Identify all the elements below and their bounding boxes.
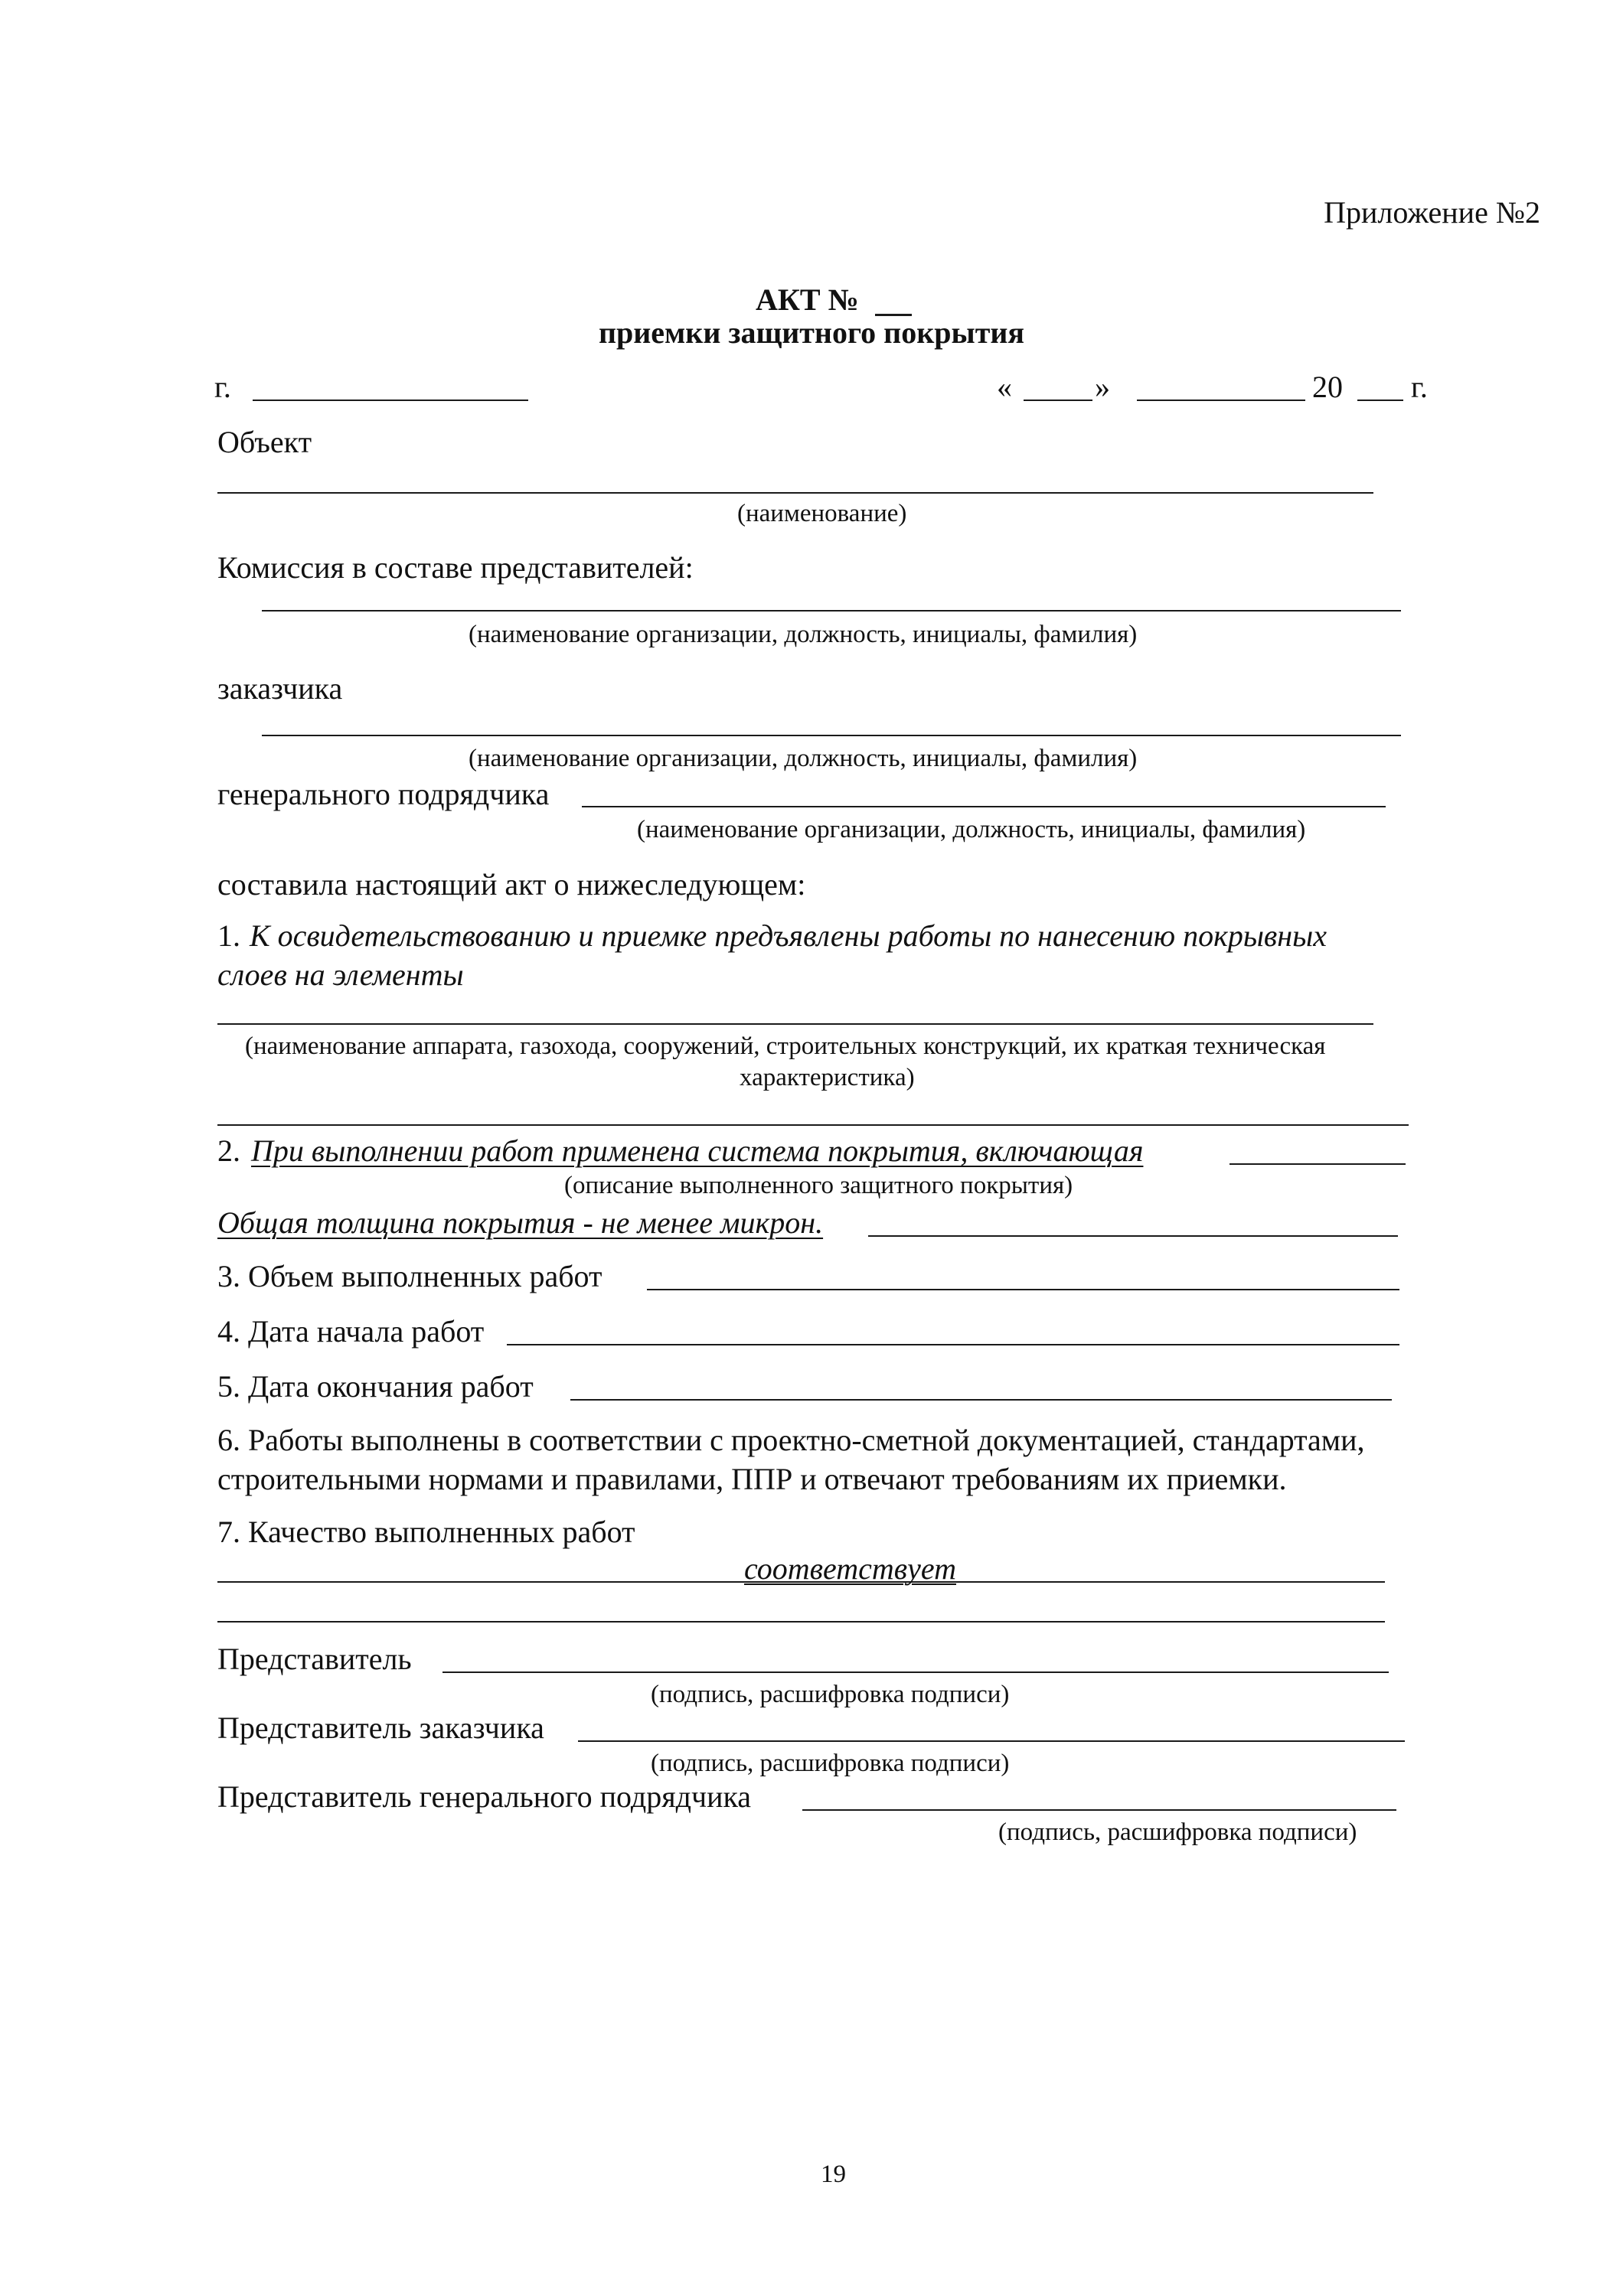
commission-label: Комиссия в составе представителей: — [217, 550, 694, 585]
contractor-field[interactable] — [582, 806, 1386, 807]
quality-extra-field[interactable] — [217, 1621, 1385, 1623]
item-1-number: 1. — [217, 918, 240, 953]
item-1-caption-line2: характеристика) — [740, 1064, 915, 1091]
city-field[interactable] — [253, 400, 528, 401]
rep-caption: (подпись, расшифровка подписи) — [651, 1681, 1010, 1708]
object-label: Объект — [217, 425, 312, 459]
commission-caption-3: (наименование организации, должность, инициалы, фамилия) — [637, 816, 1306, 843]
work-volume-field[interactable] — [647, 1289, 1399, 1290]
contractor-rep-caption: (подпись, расшифровка подписи) — [998, 1818, 1357, 1846]
item-6-line1: 6. Работы выполнены в соответствии с проектно-сметной документацией, стандартами, — [217, 1423, 1365, 1457]
rep-signature-field[interactable] — [442, 1671, 1389, 1673]
item-2-thickness-field[interactable] — [868, 1235, 1398, 1237]
contractor-rep-signature-field[interactable] — [802, 1809, 1396, 1811]
item-5-label: 5. Дата окончания работ — [217, 1369, 534, 1404]
end-date-field[interactable] — [570, 1399, 1392, 1401]
item-6-line2: строительными нормами и правилами, ППР и отвечают требованиям их приемки. — [217, 1462, 1287, 1496]
item-1-extra-field[interactable] — [217, 1124, 1409, 1126]
object-name-field[interactable] — [217, 492, 1373, 494]
quality-value: соответствует — [744, 1551, 956, 1586]
appendix-label: Приложение №2 — [1324, 195, 1540, 230]
act-title: АКТ № — [756, 282, 859, 317]
date-open-quote: « — [997, 370, 1012, 404]
item-3-label: 3. Объем выполненных работ — [217, 1259, 603, 1293]
day-field[interactable] — [1024, 400, 1092, 401]
commission-member-field[interactable] — [262, 610, 1401, 612]
item-1-text-line1: К освидетельствованию и приемке предъявлены работы по нанесению покрывных — [250, 918, 1327, 953]
customer-rep-signature-field[interactable] — [578, 1740, 1405, 1742]
item-1-text-line2: слоев на элементы — [217, 957, 464, 992]
date-close-quote: » — [1095, 370, 1110, 404]
contractor-rep-label: Представитель генерального подрядчика — [217, 1779, 752, 1814]
item-7-label: 7. Качество выполненных работ — [217, 1515, 635, 1549]
object-caption: (наименование) — [737, 500, 907, 527]
commission-caption-1: (наименование организации, должность, инициалы, фамилия) — [469, 621, 1138, 648]
contractor-label: генерального подрядчика — [217, 777, 550, 811]
year-suffix: г. — [1411, 370, 1428, 404]
item-1-elements-field[interactable] — [217, 1023, 1373, 1025]
customer-label: заказчика — [217, 671, 343, 706]
item-2-system-field[interactable] — [1229, 1163, 1406, 1165]
act-subtitle: приемки защитного покрытия — [598, 315, 1025, 350]
item-1-caption-line1: (наименование аппарата, газохода, сооружений, строительных конструкций, их краткая техническая — [245, 1032, 1326, 1060]
rep-label: Представитель — [217, 1642, 412, 1676]
customer-field[interactable] — [262, 735, 1401, 736]
page-number: 19 — [821, 2161, 846, 2188]
item-2-thickness: Общая толщина покрытия - не менее микрон. — [217, 1205, 824, 1240]
item-2-text: При выполнении работ применена система покрытия, включающая — [251, 1133, 1144, 1168]
year-field[interactable] — [1357, 400, 1403, 401]
start-date-field[interactable] — [507, 1344, 1399, 1345]
customer-rep-caption: (подпись, расшифровка подписи) — [651, 1750, 1010, 1777]
intro-text: составила настоящий акт о нижеследующем: — [217, 867, 806, 902]
customer-rep-label: Представитель заказчика — [217, 1711, 544, 1745]
item-2-caption: (описание выполненного защитного покрытия) — [564, 1172, 1073, 1199]
city-prefix: г. — [214, 370, 231, 404]
month-field[interactable] — [1137, 400, 1305, 401]
item-4-label: 4. Дата начала работ — [217, 1314, 485, 1349]
item-2-number: 2. — [217, 1133, 240, 1168]
commission-caption-2: (наименование организации, должность, инициалы, фамилия) — [469, 745, 1138, 772]
year-prefix: 20 — [1312, 370, 1343, 404]
